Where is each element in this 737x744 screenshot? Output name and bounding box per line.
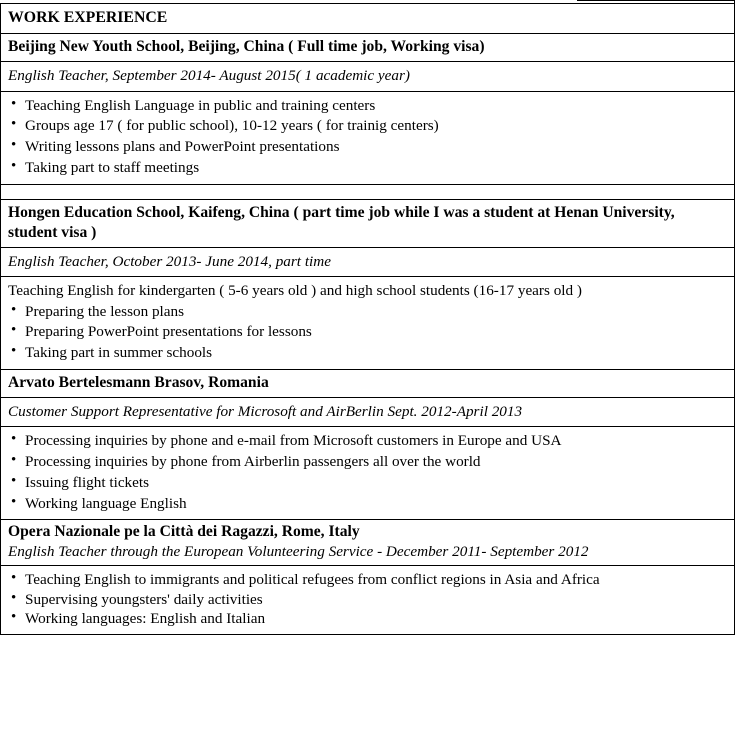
employer-name: Beijing New Youth School, Beijing, China ( Full time job, Working visa) <box>1 34 735 62</box>
list-item: • Taking part in summer schools <box>8 343 727 363</box>
employer-row <box>1 369 735 397</box>
list-item: • Teaching English Language in public and training centers <box>8 96 727 116</box>
duties-row <box>1 427 735 520</box>
duties-list <box>8 302 727 363</box>
duties-lead-text: Teaching English for kindergarten ( 5-6 years old ) and high school students (16-17 years old ) <box>8 281 582 299</box>
list-item: • Taking part to staff meetings <box>8 158 727 178</box>
employer-row <box>1 520 735 565</box>
list-item: • Preparing the lesson plans <box>8 302 727 322</box>
employer-row <box>1 34 735 62</box>
duties-cell <box>1 276 735 369</box>
spacer-row <box>1 184 735 199</box>
role-title: English Teacher through the European Volunteering Service - December 2011- September 2012 <box>8 543 589 561</box>
role-row <box>1 62 735 91</box>
section-title-row <box>1 4 735 34</box>
list-item: • Supervising youngsters' daily activities <box>8 590 727 610</box>
duties-row <box>1 91 735 184</box>
list-item: • Processing inquiries by phone and e-mail from Microsoft customers in Europe and USA <box>8 431 727 451</box>
role-title: English Teacher, October 2013- June 2014, part time <box>1 247 735 276</box>
spacer-cell <box>1 184 735 199</box>
role-title: Customer Support Representative for Microsoft and AirBerlin Sept. 2012-April 2013 <box>1 397 735 426</box>
list-item: • Groups age 17 ( for public school), 10-12 years ( for trainig centers) <box>8 116 727 136</box>
employer-row <box>1 199 735 247</box>
list-item: • Working language English <box>8 494 727 514</box>
list-item: • Working languages: English and Italian <box>8 609 727 629</box>
duties-list <box>8 96 727 178</box>
duties-cell <box>1 91 735 184</box>
duties-row <box>1 565 735 634</box>
list-item: • Preparing PowerPoint presentations for lessons <box>8 322 727 342</box>
duties-cell <box>1 565 735 634</box>
list-item: • Issuing flight tickets <box>8 473 727 493</box>
list-item: • Writing lessons plans and PowerPoint presentations <box>8 137 727 157</box>
employer-name: Hongen Education School, Kaifeng, China ( part time job while I was a student at Henan University, student visa ) <box>1 199 735 247</box>
employer-cell <box>1 520 735 565</box>
list-item: • Teaching English to immigrants and political refugees from conflict regions in Asia and Africa <box>8 570 727 590</box>
duties-cell <box>1 427 735 520</box>
work-experience-table <box>0 3 735 635</box>
page-title: WORK EXPERIENCE <box>1 4 735 34</box>
duties-row <box>1 276 735 369</box>
role-title: English Teacher, September 2014- August 2015( 1 academic year) <box>1 62 735 91</box>
employer-name: Opera Nazionale pe la Città dei Ragazzi, Rome, Italy <box>8 523 360 541</box>
duties-list <box>8 570 727 629</box>
role-row <box>1 247 735 276</box>
role-row <box>1 397 735 426</box>
duties-list <box>8 431 727 513</box>
employer-name: Arvato Bertelesmann Brasov, Romania <box>1 369 735 397</box>
list-item: • Processing inquiries by phone from Airberlin passengers all over the world <box>8 452 727 472</box>
